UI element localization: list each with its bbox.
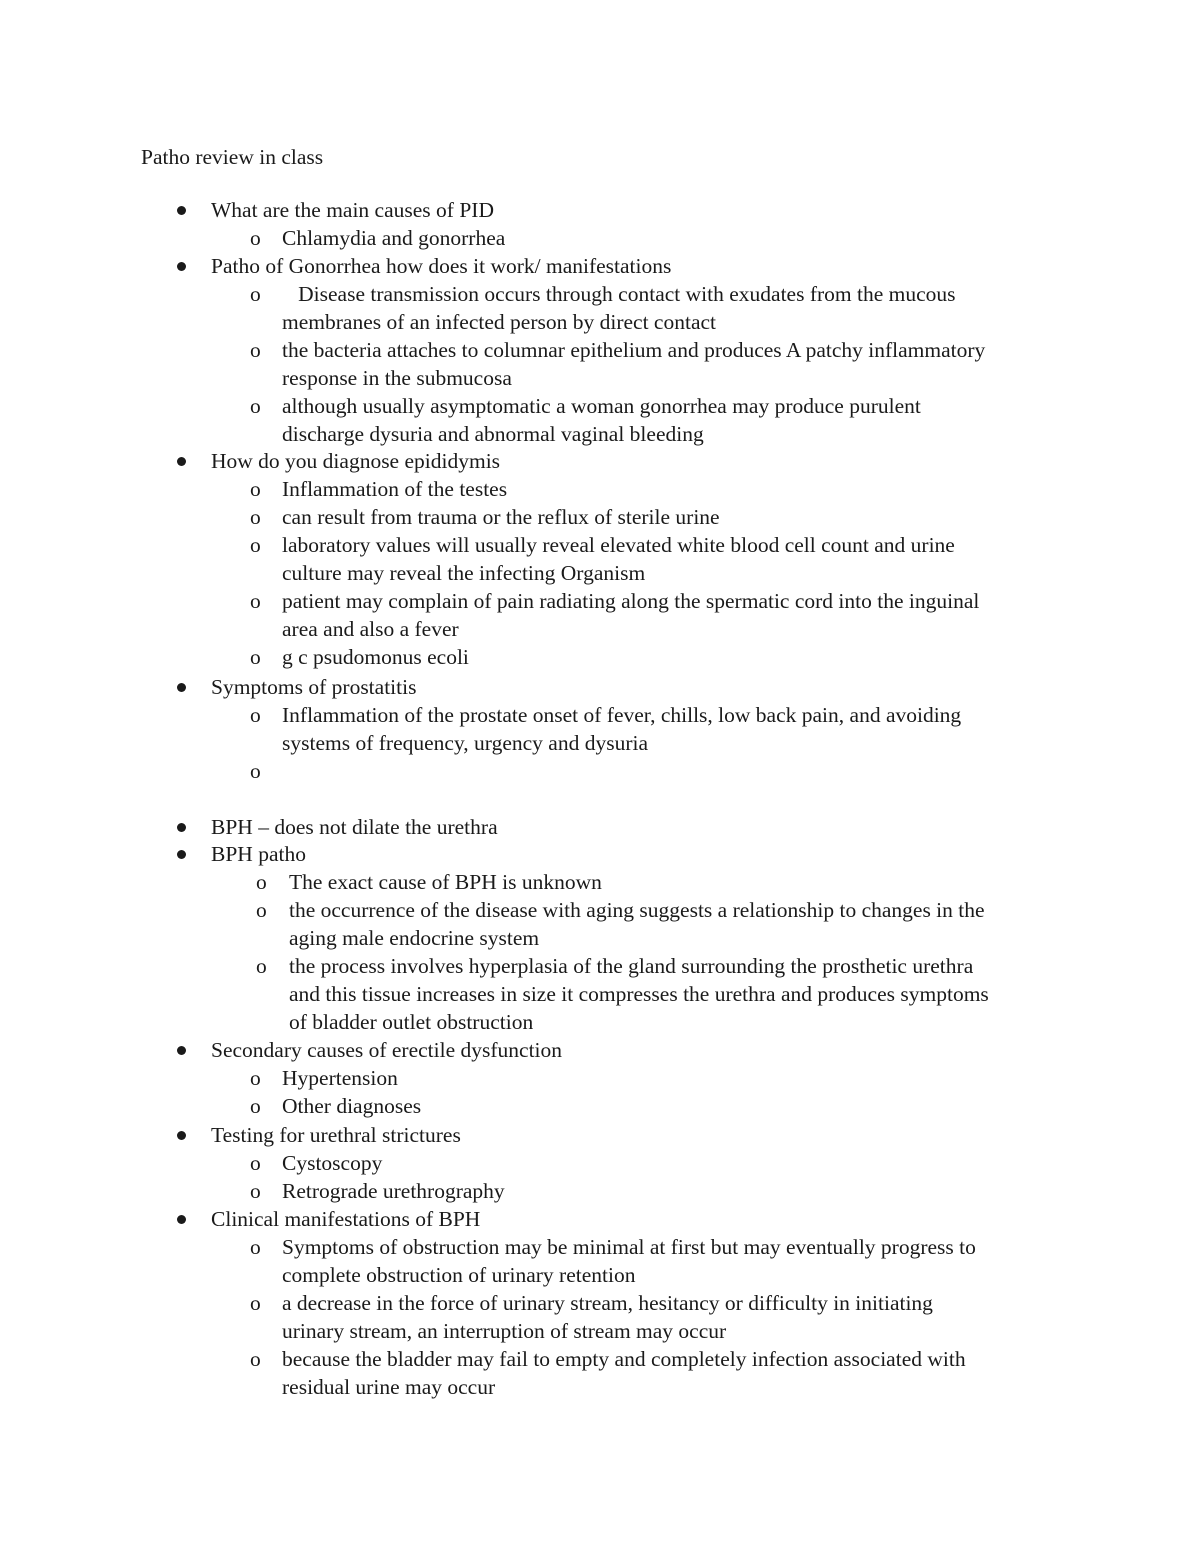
section-heading: Clinical manifestations of BPH	[211, 1207, 481, 1231]
sub-item-line: laboratory values will usually reveal elevated white blood cell count and urine	[282, 533, 955, 557]
sub-item-line: response in the submucosa	[282, 366, 512, 390]
sub-item-line: Cystoscopy	[282, 1151, 383, 1175]
section-heading: Patho of Gonorrhea how does it work/ manifestations	[211, 254, 672, 278]
sub-bullet-icon: o	[250, 338, 261, 362]
section-heading: What are the main causes of PID	[211, 198, 494, 222]
bullet-dot-icon	[177, 683, 186, 692]
sub-bullet-icon: o	[250, 1347, 261, 1371]
section-heading: BPH patho	[211, 842, 306, 866]
sub-item-line: a decrease in the force of urinary stream, hesitancy or difficulty in initiating	[282, 1291, 933, 1315]
section-heading: Secondary causes of erectile dysfunction	[211, 1038, 563, 1062]
sub-item-line: complete obstruction of urinary retention	[282, 1263, 636, 1287]
sub-bullet-icon: o	[256, 898, 267, 922]
sub-item-line: Chlamydia and gonorrhea	[282, 226, 506, 250]
sub-bullet-icon: o	[250, 759, 261, 783]
sub-bullet-icon: o	[250, 1066, 261, 1090]
sub-item-line: area and also a fever	[282, 617, 459, 641]
sub-item-line: and this tissue increases in size it compresses the urethra and produces symptoms	[289, 982, 989, 1006]
sub-item-line: Hypertension	[282, 1066, 398, 1090]
sub-bullet-icon: o	[250, 226, 261, 250]
section-heading: Testing for urethral strictures	[211, 1123, 461, 1147]
sub-item-line: Disease transmission occurs through contact with exudates from the mucous	[282, 282, 956, 306]
sub-bullet-icon: o	[250, 1179, 261, 1203]
sub-item-line: Inflammation of the prostate onset of fever, chills, low back pain, and avoiding	[282, 703, 962, 727]
sub-bullet-icon: o	[256, 870, 267, 894]
sub-item-line: the bacteria attaches to columnar epithelium and produces A patchy inflammatory	[282, 338, 986, 362]
sub-bullet-icon: o	[256, 954, 267, 978]
sub-item-line: the process involves hyperplasia of the gland surrounding the prosthetic urethra	[289, 954, 974, 978]
sub-bullet-icon: o	[250, 645, 261, 669]
sub-item-line: g c psudomonus ecoli	[282, 645, 469, 669]
sub-bullet-icon: o	[250, 1151, 261, 1175]
sub-item-line: patient may complain of pain radiating along the spermatic cord into the inguinal	[282, 589, 980, 613]
sub-bullet-icon: o	[250, 394, 261, 418]
sub-item-line: of bladder outlet obstruction	[289, 1010, 534, 1034]
sub-item-line: The exact cause of BPH is unknown	[289, 870, 602, 894]
sub-item-line: aging male endocrine system	[289, 926, 540, 950]
sub-bullet-icon: o	[250, 477, 261, 501]
bullet-dot-icon	[177, 262, 186, 271]
sub-item-line: Inflammation of the testes	[282, 477, 508, 501]
bullet-dot-icon	[177, 206, 186, 215]
sub-bullet-icon: o	[250, 1235, 261, 1259]
bullet-dot-icon	[177, 1046, 186, 1055]
bullet-dot-icon	[177, 823, 186, 832]
sub-item-line: systems of frequency, urgency and dysuria	[282, 731, 648, 755]
sub-bullet-icon: o	[250, 1094, 261, 1118]
section-heading: Symptoms of prostatitis	[211, 675, 417, 699]
document-title: Patho review in class	[141, 145, 324, 169]
sub-item-line: discharge dysuria and abnormal vaginal bleeding	[282, 422, 704, 446]
bullet-dot-icon	[177, 1131, 186, 1140]
sub-item-line: urinary stream, an interruption of stream may occur	[282, 1319, 727, 1343]
section-heading: How do you diagnose epididymis	[211, 449, 501, 473]
bullet-dot-icon	[177, 850, 186, 859]
bullet-dot-icon	[177, 1215, 186, 1224]
sub-item-line: membranes of an infected person by direct contact	[282, 310, 716, 334]
sub-item-line: can result from trauma or the reflux of sterile urine	[282, 505, 720, 529]
sub-bullet-icon: o	[250, 505, 261, 529]
sub-item-line: although usually asymptomatic a woman gonorrhea may produce purulent	[282, 394, 921, 418]
sub-bullet-icon: o	[250, 1291, 261, 1315]
sub-bullet-icon: o	[250, 533, 261, 557]
bullet-dot-icon	[177, 457, 186, 466]
sub-item-line: Retrograde urethrography	[282, 1179, 505, 1203]
sub-item-line: culture may reveal the infecting Organism	[282, 561, 646, 585]
sub-item-line: the occurrence of the disease with aging suggests a relationship to changes in the	[289, 898, 985, 922]
sub-bullet-icon: o	[250, 589, 261, 613]
sub-item-line: residual urine may occur	[282, 1375, 496, 1399]
section-heading: BPH – does not dilate the urethra	[211, 815, 498, 839]
sub-bullet-icon: o	[250, 703, 261, 727]
sub-item-line: because the bladder may fail to empty and completely infection associated with	[282, 1347, 966, 1371]
sub-item-line: Symptoms of obstruction may be minimal at first but may eventually progress to	[282, 1235, 976, 1259]
sub-item-line: Other diagnoses	[282, 1094, 422, 1118]
sub-bullet-icon: o	[250, 282, 261, 306]
